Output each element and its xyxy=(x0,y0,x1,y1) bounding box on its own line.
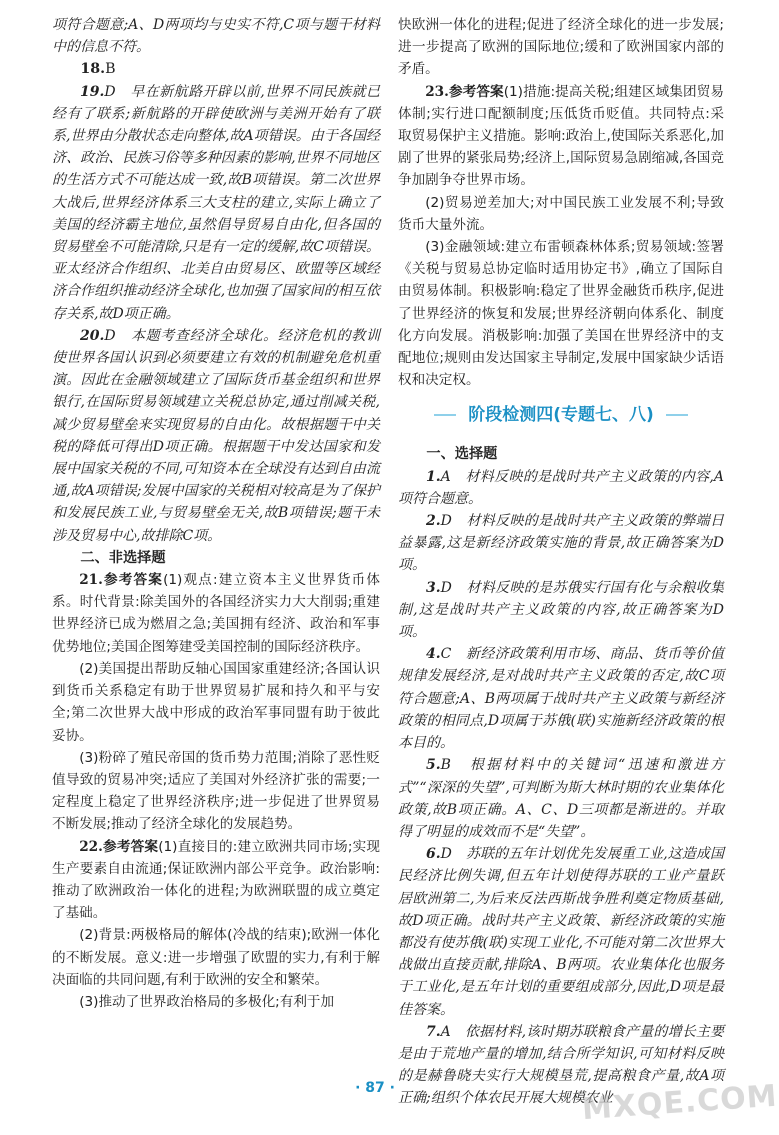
right-column xyxy=(398,14,724,1110)
question-number: 4. xyxy=(426,646,441,663)
answer-19 xyxy=(52,81,380,325)
answer-4 xyxy=(398,643,724,754)
paragraph: (2)美国提出帮助反轴心国国家重建经济;各国认识到货币关系稳定有助于世界贸易扩展和持久和平与安全;第二次世界大战中形成的政治军事同盟有助于彼此妥协。 xyxy=(52,660,380,744)
answer-label: 参考答案 xyxy=(102,572,164,589)
answer-2 xyxy=(398,510,724,577)
answer-6 xyxy=(398,843,724,1021)
answer-3 xyxy=(398,577,724,644)
answer-21 xyxy=(52,569,380,658)
section-banner: 阶段检测四(专题七、八) xyxy=(398,401,724,429)
section-heading: 一、选择题 xyxy=(426,446,498,463)
question-number: 5. xyxy=(426,757,441,774)
answer-text: (1)观点:建立资本主义世界货币体系。时代背景:除美国外的各国经济实力大大削弱;重建世界经济已成为燃眉之急;美国拥有经济、政治和军事优势地位;美国企图筹建受美国控制的国际经济秩序。 xyxy=(52,572,381,655)
answer-text: D 苏联的五年计划优先发展重工业,这造成国民经济比例失调,但五年计划使得苏联的工业产量跃居欧洲第二,为后来反法西斯战争胜利奠定物质基础,故D项正确。战时共产主义政策、新经济政策的实施都没有使苏俄(联)实现工业化,不可能对第二次世界大战做出直接贡献,排除A、B两项。农业集体化也服务于工业化,是五年计划的重要组成部分,因此,D项是最佳答案。 xyxy=(398,846,724,1018)
answer-text: (1)直接目的:建立欧洲共同市场;实现生产要素自由流通;保证欧洲内部公平竞争。政治影响:推动了欧洲政治一体化的进程;为欧洲联盟的成立奠定了基础。 xyxy=(52,838,380,922)
paragraph: 项符合题意;A、D两项均与史实不符,C项与题干材料中的信息不符。 xyxy=(52,17,380,56)
page-number: · 87 · xyxy=(355,1080,395,1096)
answer-text: D 材料反映的是苏俄实行国有化与余粮收集制,这是战时共产主义政策的内容,故正确答案为D项。 xyxy=(398,579,724,641)
answer-label: 参考答案 xyxy=(448,83,504,100)
answer-text: D 材料反映的是战时共产主义政策的弊端日益暴露,这是新经济政策实施的背景,故正确答案为D项。 xyxy=(398,513,724,574)
answer-text: (1)措施:提高关税;组建区域集团贸易体制;实行进口配额制度;压低货币贬值。共同特点:采取贸易保护主义措施。影响:政治上,使国际关系恶化,加剧了世界的紧张局势;经济上,国际贸易急剧缩减,各国竞争加剧争夺世界市场。 xyxy=(398,83,725,189)
question-number: 21. xyxy=(79,572,103,589)
question-number: 23. xyxy=(425,83,449,100)
question-number: 18. xyxy=(80,61,106,78)
question-number: 19. xyxy=(80,83,105,100)
question-number: 6. xyxy=(426,846,441,863)
question-number: 2. xyxy=(426,513,441,530)
paragraph: (3)金融领域:建立布雷顿森林体系;贸易领域:签署《关税与贸易总协定临时适用协定书》,确立了国际自由贸易体制。积极影响:稳定了世界金融货币秩序,促进了世界经济的恢复和发展;世界经济朝向体系化、制度化方向发展。消极影响:加强了美国在世界经济中的支配地位;规则由发达国家主导制定,发展中国家缺少话语权和决定权。 xyxy=(398,239,724,389)
answer-label: 参考答案 xyxy=(102,838,159,855)
answer-text: D 本题考查经济全球化。经济危机的教训使世界各国认识到必须要建立有效的机制避免危机重演。因此在金融领域建立了国际货币基金组织和世界银行,在国际贸易领域建立关税总协定,通过削减关税,减少贸易壁垒来实现贸易的自由化。故根据题干中关税的降低可得出D项正确。根据题干中发达国家和发展中国家关税的不同,可知资本在全球没有达到自由流通,故A项错误;发展中国家的关税相对较高是为了保护和发展民族工业,与贸易壁垒无关,故B项错误;题干未涉及贸易中心,故排除C项。 xyxy=(52,327,380,544)
question-number: 3. xyxy=(426,579,441,596)
watermark-logo: MXQE.COM xyxy=(580,1078,779,1128)
answer-text: A 材料反映的是战时共产主义政策的内容,A项符合题意。 xyxy=(398,468,724,507)
answer-text: D 早在新航路开辟以前,世界不同民族就已经有了联系;新航路的开辟使欧洲与美洲开始有了联系,世界由分散状态走向整体,故A项错误。由于各国经济、政治、民族习俗等多种因素的影响,世界不同地区的生活方式不可能达成一致,故B项错误。第二次世界大战后,世界经济体系三大支柱的建立,实际上确立了美国的经济霸主地位,虽然倡导贸易自由化,但各国的贸易壁垒不可能清除,只是有一定的缓解,故C项错误。亚太经济合作组织、北美自由贸易区、欧盟等区域经济合作组织推动经济全球化,也加强了国家间的相互依存关系,故D项正确。 xyxy=(52,83,380,322)
paragraph: 快欧洲一体化的进程;促进了经济全球化的进一步发展;进一步提高了欧洲的国际地位;缓和了欧洲国家内部的矛盾。 xyxy=(398,17,724,78)
answer-text: B 根据材料中的关键词“迅速和激进方式”“深深的失望”,可判断为斯大林时期的农业集体化政策,故B项正确。A、C、D三项都是渐进的。并取得了明显的成效而不是“失望”。 xyxy=(398,757,724,840)
answer-22 xyxy=(52,836,380,925)
left-column xyxy=(52,14,380,1013)
question-number: 1. xyxy=(426,468,441,485)
answer-18 xyxy=(52,58,380,80)
answer-text: B xyxy=(105,61,116,78)
paragraph: (3)粉碎了殖民帝国的货币势力范围;消除了恶性贬值导致的贸易冲突;适应了美国对外经济扩张的需要;一定程度上稳定了世界经济秩序;进一步促进了世界贸易不断发展;推动了经济全球化的发展趋势。 xyxy=(52,749,380,833)
question-number: 20. xyxy=(80,327,105,344)
answer-23 xyxy=(398,81,724,192)
section-heading: 二、非选择题 xyxy=(80,549,166,566)
question-number: 22. xyxy=(79,838,103,855)
question-number: 7. xyxy=(426,1023,441,1040)
answer-text: A 依据材料,该时期苏联粮食产量的增长主要是由于荒地产量的增加,结合所学知识,可知材料反映的是赫鲁晓夫实行大规模垦荒,提高粮食产量,故A项正确;组织个体农民开展大规模农业 xyxy=(398,1023,724,1107)
paragraph: (2)背景:两极格局的解体(冷战的结束);欧洲一体化的不断发展。意义:进一步增强了欧盟的实力,有利于解决面临的共同问题,有利于欧洲的安全和繁荣。 xyxy=(52,927,380,988)
paragraph: (2)贸易逆差加大;对中国民族工业发展不利;导致货币大量外流。 xyxy=(398,194,724,233)
answer-20 xyxy=(52,325,380,547)
paragraph: (3)推动了世界政治格局的多极化;有利于加 xyxy=(79,993,335,1010)
answer-1 xyxy=(398,466,724,510)
answer-5 xyxy=(398,754,724,843)
answer-text: C 新经济政策利用市场、商品、货币等价值规律发展经济,是对战时共产主义政策的否定,故C项符合题意;A、B两项属于战时共产主义政策与新经济政策的相同点,D项属于苏俄(联)实施新经济政策的根本目的。 xyxy=(398,646,724,752)
